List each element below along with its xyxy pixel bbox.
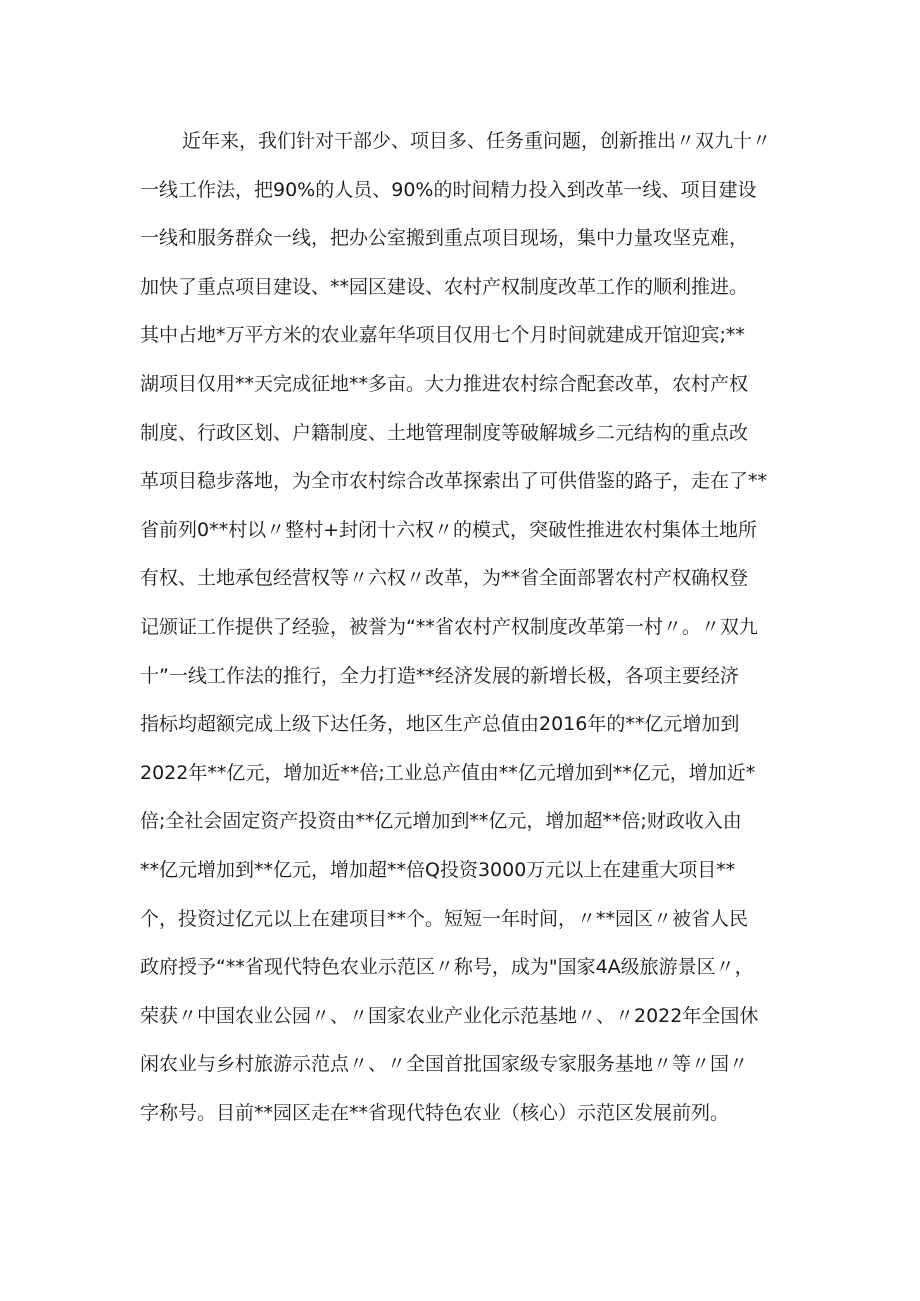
paragraph-line: 2022年**亿元，增加近**倍;工业总产值由**亿元增加到**亿元，增加近* — [140, 761, 756, 784]
paragraph-line: 加快了重点项目建设、**园区建设、农村产权制度改革工作的顺利推进。 — [140, 275, 749, 298]
paragraph-line: 记颁证工作提供了经验，被誉为“**省农村产权制度改革第一村〃。〃双九 — [140, 615, 758, 638]
paragraph-line: 革项目稳步落地，为全市农村综合改革探索出了可供借鉴的路子，走在了** — [140, 470, 768, 493]
paragraph-line: 字称号。目前**园区走在**省现代特色农业（核心）示范区发展前列。 — [140, 1101, 730, 1124]
paragraph-line: 近年来，我们针对干部少、项目多、任务重问题，创新推出〃双九十〃 — [182, 130, 772, 152]
body-paragraph — [140, 117, 800, 1137]
paragraph-line: 其中占地*万平方米的农业嘉年华项目仅用七个月时间就建成开馆迎宾;** — [140, 324, 745, 347]
paragraph-line: 荣获〃中国农业公园〃、〃国家农业产业化示范基地〃、〃2022年全国休 — [140, 1004, 759, 1027]
paragraph-line: 闲农业与乡村旅游示范点〃、〃全国首批国家级专家服务基地〃等〃国〃 — [140, 1053, 749, 1076]
paragraph-line: **亿元增加到**亿元，增加超**倍Q投资3000万元以上在建重大项目** — [140, 858, 736, 881]
paragraph-line: 一线和服务群众一线，把办公室搬到重点项目现场，集中力量攻坚克难， — [140, 227, 749, 250]
paragraph-line: 指标均超额完成上级下达任务，地区生产总值由2016年的**亿元增加到 — [140, 713, 740, 736]
paragraph-line: 有权、土地承包经营权等〃六权〃改革，为**省全面部署农村产权确权登 — [140, 567, 749, 590]
paragraph-line: 政府授予“**省现代特色农业示范区〃称号，成为"国家4A级旅游景区〃， — [140, 956, 754, 979]
paragraph-line: 制度、行政区划、户籍制度、土地管理制度等破解城乡二元结构的重点改 — [140, 421, 749, 444]
paragraph-line: 个，投资过亿元以上在建项目**个。短短一年时间，〃**园区〃被省人民 — [140, 907, 749, 930]
paragraph-line: 倍;全社会固定资产投资由**亿元增加到**亿元，增加超**倍;财政收入由 — [140, 810, 742, 833]
paragraph-line: 一线工作法，把90%的人员、90%的时间精力投入到改革一线、项目建设 — [140, 178, 757, 201]
paragraph-line: 湖项目仅用**天完成征地**多亩。大力推进农村综合配套改革，农村产权 — [140, 372, 749, 395]
paragraph-line: 省前列0**村以〃整村+封闭十六权〃的模式，突破性推进农村集体土地所 — [140, 518, 758, 541]
paragraph-line: 十”一线工作法的推行，全力打造**经济发展的新增长极，各项主要经济 — [140, 664, 739, 687]
